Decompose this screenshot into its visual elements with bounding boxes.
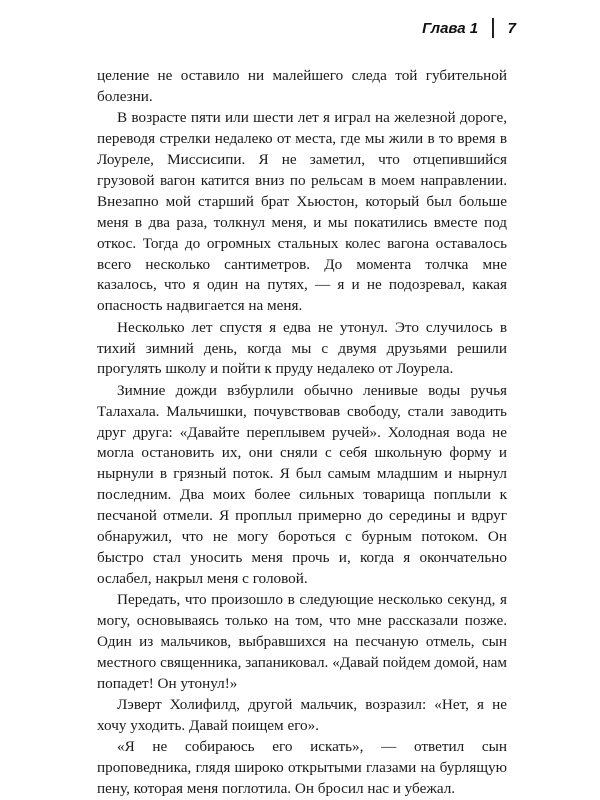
paragraph-creek: Зимние дожди взбурлили обычно ленивые воды ручья Талахала. Мальчишки, почувствовав свободу, стали заводить друг друга: «Давайте переплывем ручей». Холодная вода не могла остановить их, они сняли с себя школьную форму и нырнули в грязный поток. Я был самым младшим и нырнул последним. Два моих более сильных товарища поплыли к песчаной отмели. Я проплыл примерно до середины и вдруг обнаружил, что не могу бороться с бурным потоком. Он быстро стал уносить меня прочь и, когда я окончательно ослабел, накрыл меня с головой. bbox=[97, 381, 507, 587]
paragraph-railway: В возрасте пяти или шести лет я играл на железной дороге, переводя стрелки недалеко от места, где мы жили в то время в Лоуреле, Миссисипи. Я не заметил, что отцепившийся грузовой вагон катится вниз по рельсам в моем направлении. Внезапно мой старший брат Хьюстон, который был больше меня в два раза, толкнул меня, и мы покатились вместе под откос. Тогда до огромных стальных колес вагона оставалось всего несколько сантиметров. До момента толчка мне казалось, что я один на путях, — я и не подозревал, какая опасность надвигается на меня. bbox=[97, 109, 507, 315]
header-divider bbox=[492, 18, 494, 38]
page-number: 7 bbox=[507, 19, 516, 37]
paragraph-seconds: Передать, что произошло в следующие несколько секунд, я могу, основываясь только на том, что мне рассказали позже. Один из мальчиков, выбравшихся на песчаную отмель, сын местного священника, запаниковал. «Давай пойдем домой, нам попадет! Он утонул!» bbox=[97, 591, 507, 692]
paragraph-continued: целение не оставило ни малейшего следа той губительной болезни. bbox=[97, 67, 507, 105]
paragraph-preacher-son: «Я не собираюсь его искать», — ответил сын проповедника, глядя широко открытыми глазами на бурлящую пену, которая меня поглотила. Он бросил нас и убежал. bbox=[97, 738, 507, 798]
chapter-title: Глава 1 bbox=[422, 19, 479, 37]
paragraph-lavert: Лэверт Холифилд, другой мальчик, возразил: «Нет, я не хочу уходить. Давай поищем его». bbox=[97, 696, 507, 735]
running-head bbox=[422, 18, 516, 38]
body-text bbox=[97, 66, 507, 800]
paragraph-drowning: Несколько лет спустя я едва не утонул. Это случилось в тихий зимний день, когда мы с двумя друзьями решили прогулять школу и пойти к пруду недалеко от Лоурела. bbox=[97, 318, 507, 378]
